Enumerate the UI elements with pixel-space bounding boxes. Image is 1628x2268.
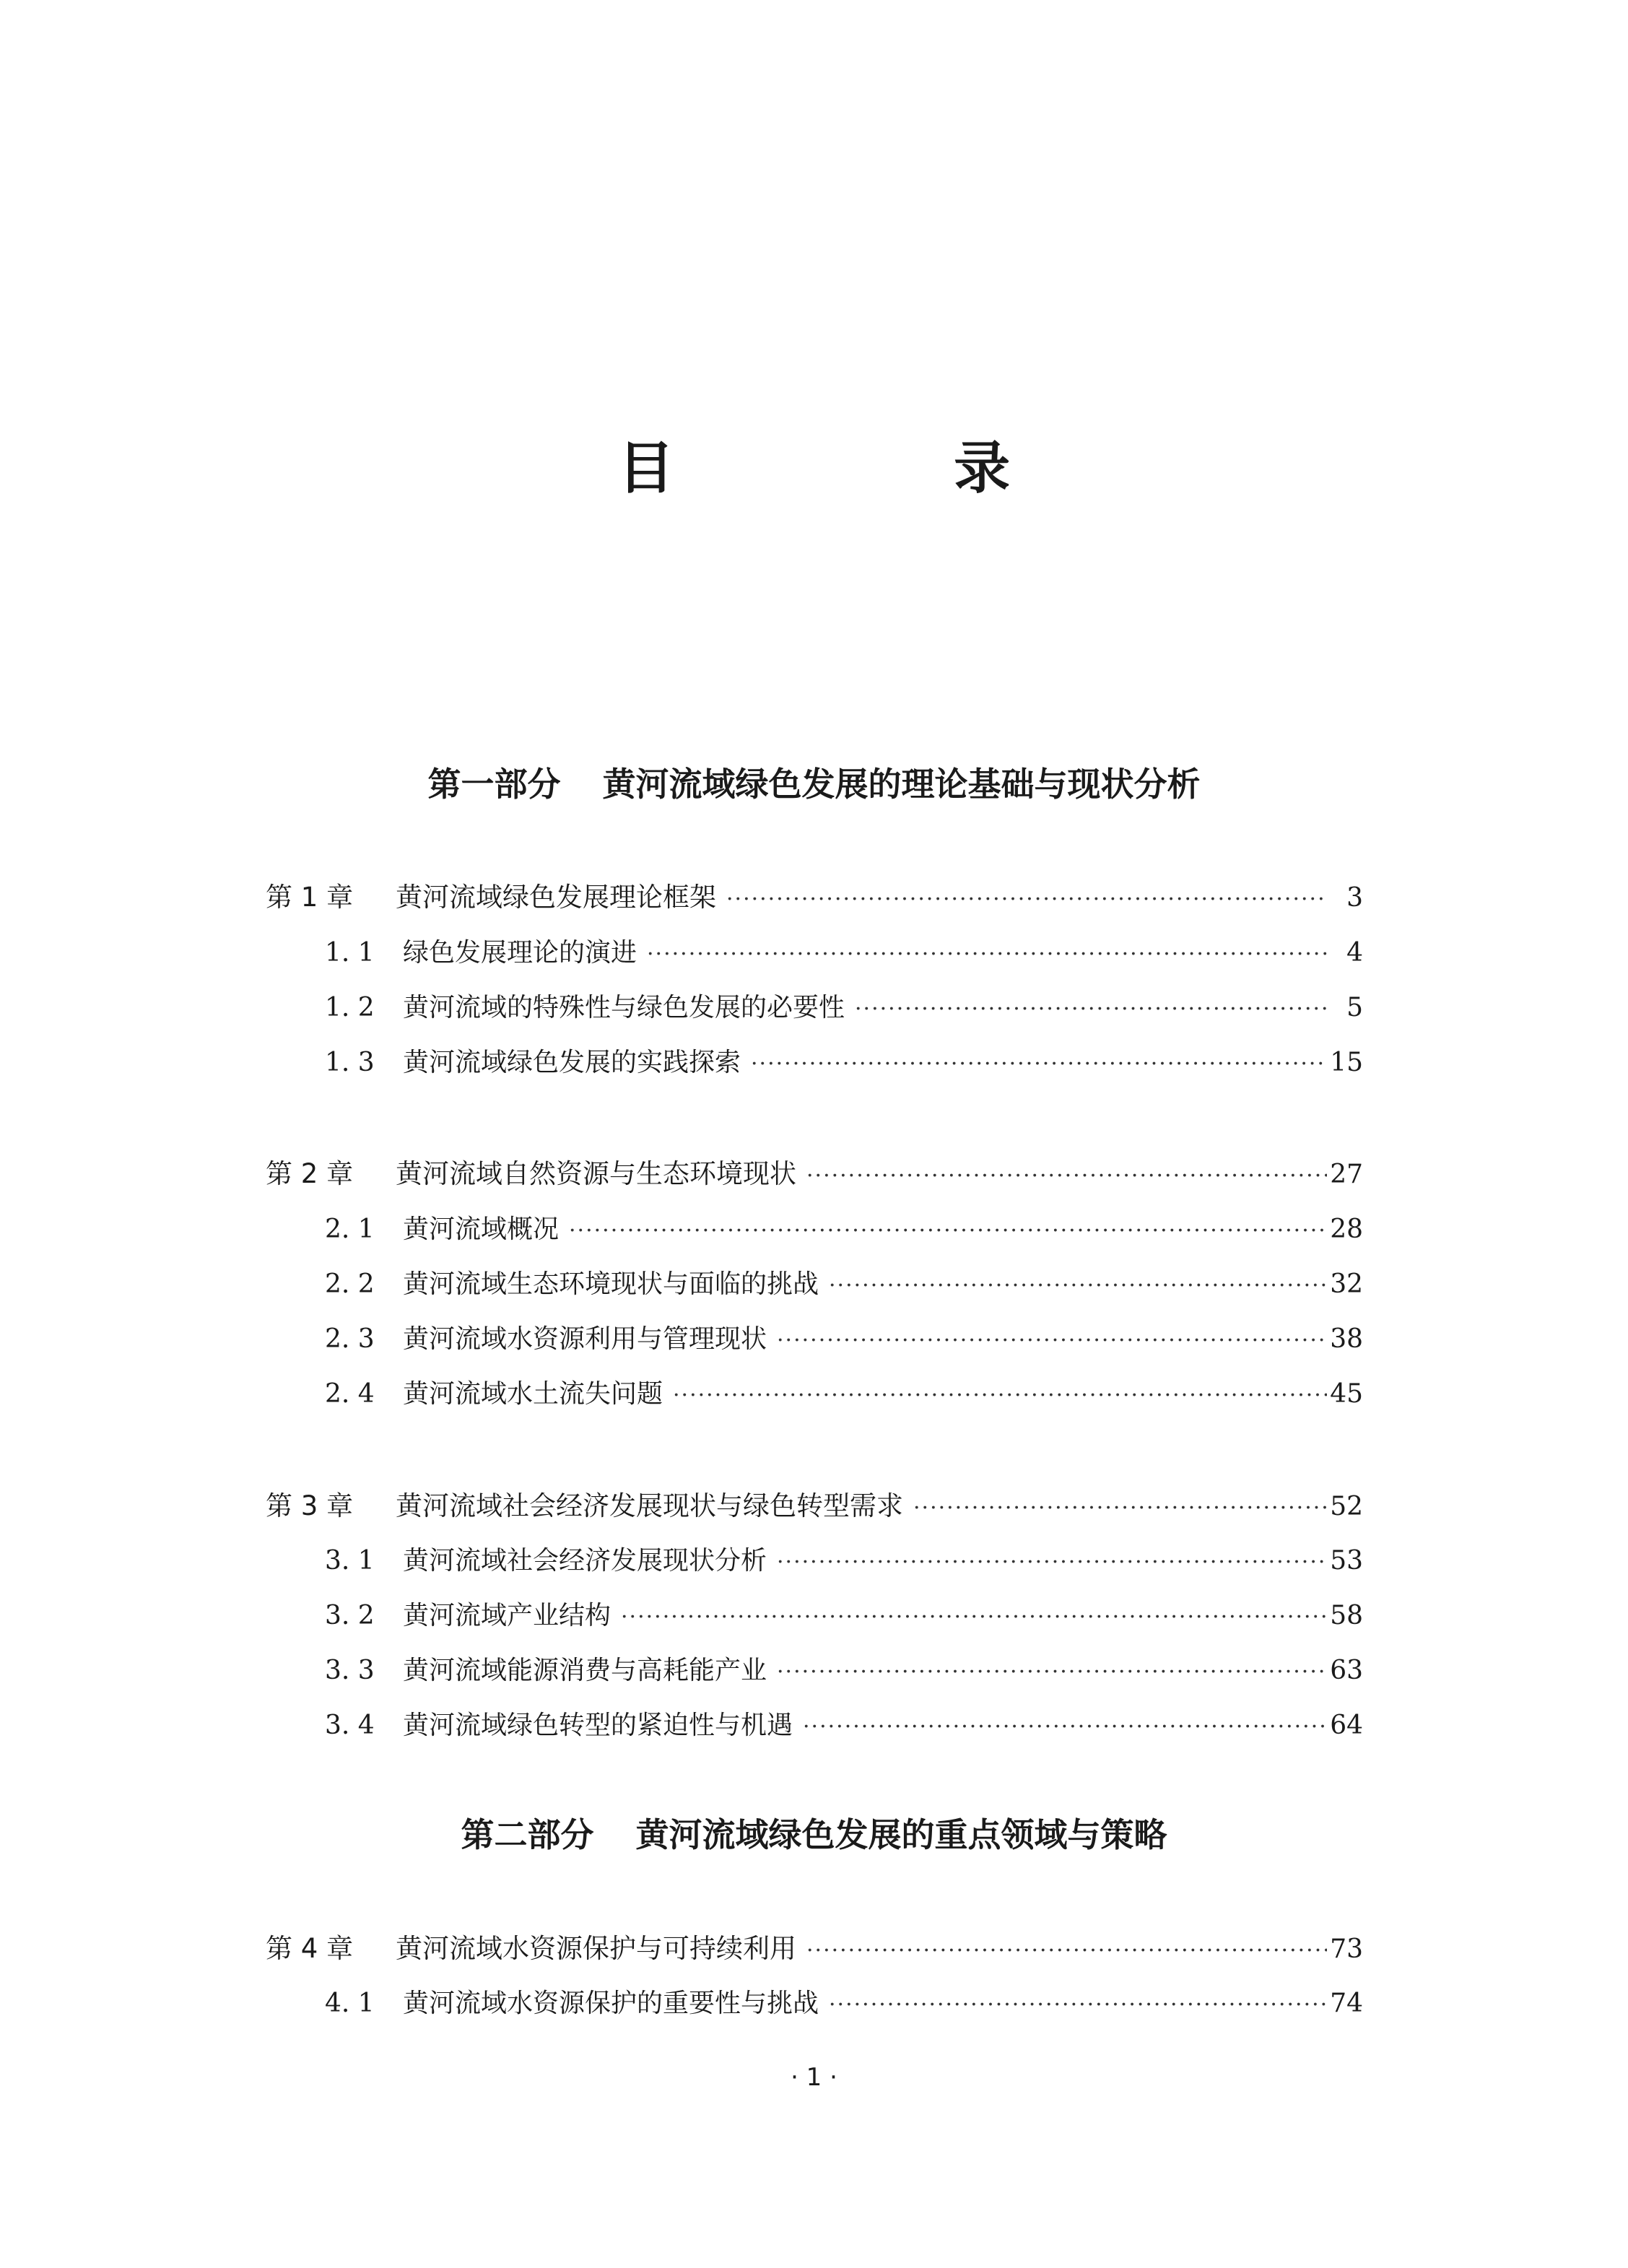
chapter-number: 第 1 章 — [266, 882, 354, 913]
chapter-number: 第 4 章 — [266, 1933, 354, 1964]
dot-leader — [751, 1046, 1327, 1083]
page-ref: 38 — [1330, 1324, 1363, 1354]
section-number: 2. 3 — [325, 1324, 375, 1354]
chapter-number: 第 2 章 — [266, 1158, 354, 1189]
dot-leader — [569, 1212, 1327, 1250]
toc-chapter-1[interactable] — [266, 879, 1363, 916]
part-heading — [0, 1815, 1628, 1854]
page-ref: 64 — [1330, 1711, 1363, 1740]
toc-section-2-4[interactable] — [325, 1376, 1363, 1413]
page-ref: 32 — [1330, 1269, 1363, 1299]
page-ref: 73 — [1330, 1934, 1363, 1964]
page-ref: 45 — [1330, 1379, 1363, 1409]
section-number: 1. 3 — [325, 1048, 375, 1077]
toc-chapter-3[interactable] — [266, 1487, 1363, 1525]
section-title: 黄河流域的特殊性与绿色发展的必要性 — [403, 993, 845, 1022]
page-ref: 52 — [1330, 1492, 1363, 1521]
toc-section-2-1[interactable] — [325, 1211, 1363, 1248]
chapter-number: 第 3 章 — [266, 1490, 354, 1521]
page-ref: 15 — [1330, 1048, 1363, 1077]
toc-section-3-1[interactable] — [325, 1542, 1363, 1580]
section-number: 3. 1 — [325, 1546, 375, 1576]
section-title: 黄河流域概况 — [403, 1215, 560, 1244]
page-title: 目 录 — [617, 436, 1141, 501]
toc-section-3-2[interactable] — [325, 1597, 1363, 1635]
page-ref: 63 — [1330, 1656, 1363, 1685]
dot-leader — [806, 1932, 1327, 1970]
page-ref: 3 — [1346, 883, 1363, 913]
toc-section-1-2[interactable] — [325, 989, 1363, 1027]
toc-section-1-3[interactable] — [325, 1044, 1363, 1082]
chapter-title: 黄河流域水资源保护与可持续利用 — [396, 1933, 796, 1964]
section-number: 3. 3 — [325, 1656, 375, 1685]
toc-section-4-1[interactable] — [325, 1985, 1363, 2022]
dot-leader — [806, 1157, 1327, 1195]
section-title: 黄河流域水土流失问题 — [403, 1379, 663, 1409]
page-ref: 58 — [1330, 1601, 1363, 1630]
chapter-title: 黄河流域社会经济发展现状与绿色转型需求 — [396, 1490, 903, 1521]
section-number: 2. 2 — [325, 1269, 375, 1299]
page-ref: 5 — [1346, 993, 1363, 1022]
dot-leader — [855, 991, 1327, 1028]
part-title: 黄河流域绿色发展的理论基础与现状分析 — [602, 765, 1201, 804]
dot-leader — [647, 936, 1327, 973]
page-number: · 1 · — [791, 2063, 837, 2092]
section-number: 3. 2 — [325, 1601, 375, 1630]
part-title: 黄河流域绿色发展的重点领域与策略 — [635, 1815, 1167, 1854]
section-number: 2. 1 — [325, 1215, 375, 1244]
section-title: 黄河流域社会经济发展现状分析 — [403, 1546, 767, 1576]
section-title: 绿色发展理论的演进 — [403, 938, 637, 968]
page-ref: 27 — [1330, 1160, 1363, 1189]
section-title: 黄河流域水资源利用与管理现状 — [403, 1324, 767, 1354]
section-number: 3. 4 — [325, 1711, 375, 1740]
toc-section-2-2[interactable] — [325, 1266, 1363, 1303]
toc-section-3-3[interactable] — [325, 1652, 1363, 1690]
dot-leader — [803, 1708, 1327, 1746]
section-title: 黄河流域绿色转型的紧迫性与机遇 — [403, 1711, 793, 1740]
page-ref: 53 — [1330, 1546, 1363, 1576]
toc-section-2-3[interactable] — [325, 1321, 1363, 1358]
chapter-title: 黄河流域自然资源与生态环境现状 — [396, 1158, 796, 1189]
page-ref: 28 — [1330, 1215, 1363, 1244]
section-title: 黄河流域产业结构 — [403, 1601, 611, 1630]
section-number: 1. 1 — [325, 938, 375, 968]
dot-leader — [621, 1599, 1327, 1636]
dot-leader — [726, 881, 1327, 918]
dot-leader — [829, 1986, 1327, 2024]
section-number: 2. 4 — [325, 1379, 375, 1409]
chapter-title: 黄河流域绿色发展理论框架 — [396, 882, 716, 913]
toc-chapter-4[interactable] — [266, 1930, 1363, 1968]
section-number: 1. 2 — [325, 993, 375, 1022]
section-title: 黄河流域能源消费与高耗能产业 — [403, 1656, 767, 1685]
section-title: 黄河流域生态环境现状与面临的挑战 — [403, 1269, 819, 1299]
dot-leader — [913, 1490, 1327, 1527]
page-ref: 74 — [1330, 1989, 1363, 2018]
dot-leader — [777, 1322, 1327, 1360]
toc-section-3-4[interactable] — [325, 1707, 1363, 1745]
toc-section-1-1[interactable] — [325, 934, 1363, 972]
part-heading — [0, 765, 1628, 804]
dot-leader — [777, 1654, 1327, 1691]
part-number: 第一部分 — [427, 765, 561, 804]
part-number: 第二部分 — [461, 1815, 594, 1854]
section-title: 黄河流域绿色发展的实践探索 — [403, 1048, 741, 1077]
dot-leader — [777, 1544, 1327, 1581]
dot-leader — [673, 1377, 1327, 1415]
section-number: 4. 1 — [325, 1989, 375, 2018]
toc-chapter-2[interactable] — [266, 1155, 1363, 1193]
page-ref: 4 — [1346, 938, 1363, 968]
dot-leader — [829, 1267, 1327, 1305]
section-title: 黄河流域水资源保护的重要性与挑战 — [403, 1989, 819, 2018]
